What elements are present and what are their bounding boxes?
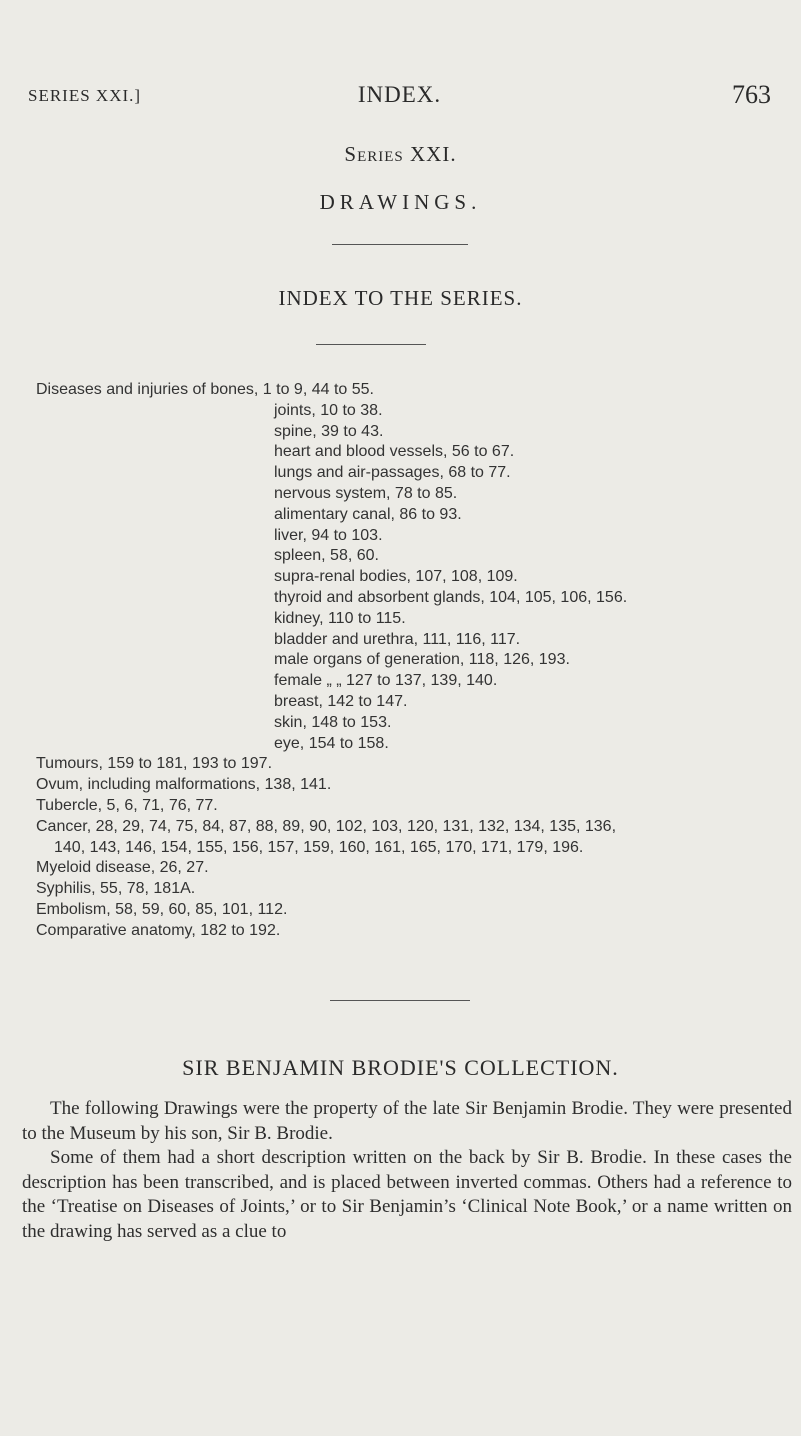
index-entry: Tubercle, 5, 6, 71, 76, 77. (36, 796, 218, 814)
index-entry: eye, 154 to 158. (274, 734, 389, 752)
collection-description (22, 1097, 792, 1244)
index-entry: supra-renal bodies, 107, 108, 109. (274, 568, 518, 586)
index-entry: Tumours, 159 to 181, 193 to 197. (36, 755, 273, 773)
index-entry: Cancer, 28, 29, 74, 75, 84, 87, 88, 89, 90, 102, 103, 120, 131, 132, 134, 135, 136, (36, 817, 617, 835)
index-entry: Comparative anatomy, 182 to 192. (36, 921, 281, 939)
index-entry: skin, 148 to 153. (274, 713, 392, 731)
divider-rule (332, 244, 468, 245)
index-entry: Embolism, 58, 59, 60, 85, 101, 112. (36, 900, 288, 918)
divider-rule (316, 344, 426, 345)
index-entry: heart and blood vessels, 56 to 67. (274, 443, 515, 461)
index-entry: spine, 39 to 43. (274, 422, 384, 440)
index-entry: Ovum, including malformations, 138, 141. (36, 776, 332, 794)
index-entry: male organs of generation, 118, 126, 193. (274, 651, 570, 669)
index-list (36, 380, 796, 942)
index-running-head: INDEX. (357, 82, 442, 107)
page-number: 763 (732, 80, 771, 109)
running-head (28, 80, 771, 110)
index-entry: joints, 10 to 38. (274, 401, 383, 419)
index-entry: kidney, 110 to 115. (274, 609, 406, 627)
series-label: Series XXI. (344, 142, 457, 166)
collection-title: SIR BENJAMIN BRODIE'S COLLECTION. (182, 1055, 619, 1080)
series-running-head: SERIES XXI.] (28, 86, 142, 105)
index-entry: lungs and air-passages, 68 to 77. (274, 464, 511, 482)
index-entry: 140, 143, 146, 154, 155, 156, 157, 159, 160, 161, 165, 170, 171, 179, 196. (54, 838, 584, 856)
index-entry: liver, 94 to 103. (274, 526, 383, 544)
paragraph: The following Drawings were the property of the late Sir Benjamin Brodie. They were presented to the Museum by his son, Sir B. Brodie. (22, 1098, 792, 1144)
divider-rule (330, 1000, 470, 1001)
index-entry: spleen, 58, 60. (274, 547, 379, 565)
index-entry: breast, 142 to 147. (274, 692, 408, 710)
index-entry: female „ „ 127 to 137, 139, 140. (274, 672, 498, 690)
index-entry: Diseases and injuries of bones, 1 to 9, 44 to 55. (36, 381, 374, 398)
index-title: INDEX TO THE SERIES. (278, 286, 523, 310)
index-entry: bladder and urethra, 111, 116, 117. (274, 630, 521, 648)
index-entry: alimentary canal, 86 to 93. (274, 505, 462, 523)
index-entry: Myeloid disease, 26, 27. (36, 859, 209, 877)
paragraph: Some of them had a short description written on the back by Sir B. Brodie. In these cases the description has been transcribed, and is placed between inverted commas. Others had a reference to the ‘Treatise on Diseases of Joints,’ or to Sir Benjamin’s ‘Clinical Note Book,’ or a name written on the drawing has served as a clue to (22, 1147, 792, 1242)
section-heading: DRAWINGS. (319, 190, 482, 214)
index-entry: nervous system, 78 to 85. (274, 484, 458, 502)
index-entry: thyroid and absorbent glands, 104, 105, 106, 156. (274, 588, 628, 606)
index-entry: Syphilis, 55, 78, 181A. (36, 880, 196, 898)
